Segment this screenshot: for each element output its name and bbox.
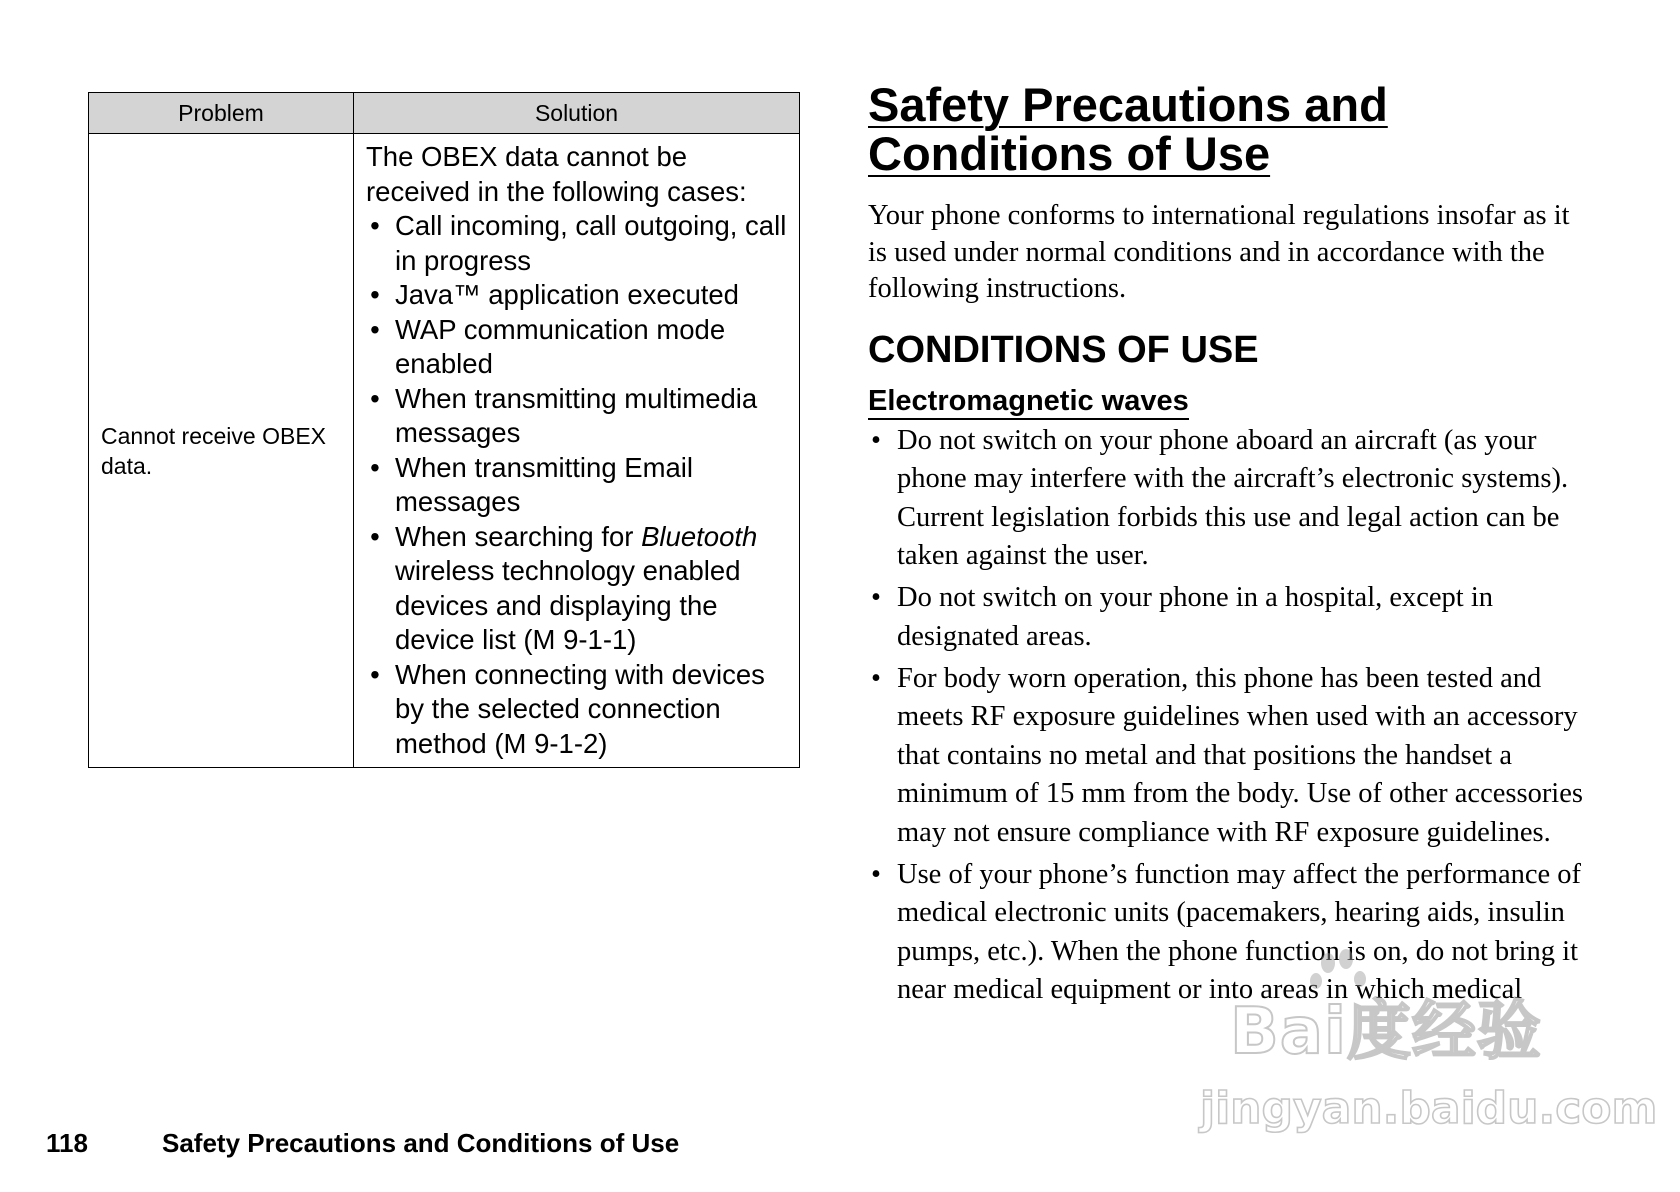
list-item-text: For body worn operation, this phone has been tested and meets RF exposure guidelines when used with an accessory that contains no metal and that positions the handset a minimum of 15 mm from the body. Use of other accessories may not ensure compliance with RF exposure guidelines. (897, 662, 1583, 848)
solution-item-text: When transmitting Email messages (395, 451, 694, 517)
watermark-url-text: jingyan.baidu.com (1200, 1083, 1658, 1134)
column-header-solution: Solution (354, 93, 800, 134)
bullet-icon: • (370, 658, 380, 690)
solution-item (366, 451, 789, 520)
running-title: Safety Precautions and Conditions of Use (162, 1128, 680, 1158)
list-item-text: Do not switch on your phone aboard an aircraft (as your phone may interfere with the aircraft’s electronic systems). Current legislation forbids this use and legal action can be taken against the user. (897, 424, 1569, 571)
page-title (868, 80, 1588, 178)
solution-item (366, 313, 789, 382)
list-item (868, 422, 1588, 576)
page-footer (46, 1128, 679, 1158)
subsection-title: Electromagnetic waves (868, 384, 1189, 420)
solution-item (366, 382, 789, 451)
section-title: CONDITIONS OF USE (868, 328, 1259, 371)
bullet-icon: • (370, 451, 380, 483)
page-number: 118 (46, 1128, 88, 1158)
troubleshooting-table (88, 92, 800, 768)
list-item-text: Use of your phone’s function may affect the performance of medical electronic units (pacemakers, hearing aids, insulin pumps, etc.). When the phone function is on, do not bring it near medical equipment or into areas in which medical (897, 858, 1582, 1005)
problem-cell: Cannot receive OBEX data. (89, 134, 354, 768)
article (868, 80, 1588, 1013)
bullet-icon: • (370, 313, 380, 345)
bullet-icon: • (871, 582, 881, 613)
solution-item (366, 658, 789, 762)
solution-list (366, 209, 789, 761)
solution-item-text: Call incoming, call outgoing, call in progress (395, 210, 787, 276)
solution-item-text-after: wireless technology enabled devices and displaying the device list (M 9-1-1) (395, 555, 741, 655)
solution-item (366, 520, 789, 658)
solution-item-text: WAP communication mode enabled (395, 313, 726, 379)
watermark-logo-text: Bai度经验 (1230, 995, 1542, 1069)
solution-item (366, 209, 789, 278)
solution-item-text-before: When searching for (395, 520, 642, 552)
bullet-icon: • (370, 210, 380, 241)
bullet-icon: • (370, 279, 380, 310)
page-title-text: Safety Precautions and Conditions of Use (868, 78, 1388, 180)
table-header-row (89, 93, 800, 134)
solution-item-text: Java™ application executed (395, 279, 739, 310)
table-row (89, 134, 800, 768)
bullet-icon: • (871, 662, 881, 694)
list-item (868, 660, 1588, 853)
column-header-problem: Problem (89, 93, 354, 134)
bullet-icon: • (370, 520, 380, 552)
list-item-text: Do not switch on your phone in a hospital, except in designated areas. (897, 582, 1494, 652)
solution-cell (354, 134, 800, 768)
bluetooth-term: Bluetooth (641, 520, 758, 552)
intro-paragraph: Your phone conforms to international regulations insofar as it is used under normal conditions and in accordance with the following instructions. (868, 200, 1570, 304)
bullet-icon: • (871, 858, 881, 890)
solution-item-text: When connecting with devices by the selected connection method (M 9-1-2) (395, 658, 765, 759)
list-item (868, 856, 1588, 1010)
bullet-icon: • (871, 424, 881, 456)
conditions-list (868, 422, 1588, 1010)
solution-intro: The OBEX data cannot be received in the following cases: (366, 141, 747, 207)
bullet-icon: • (370, 382, 380, 414)
solution-item-text: When transmitting multimedia messages (395, 382, 758, 448)
list-item (868, 579, 1588, 656)
solution-item (366, 278, 789, 313)
